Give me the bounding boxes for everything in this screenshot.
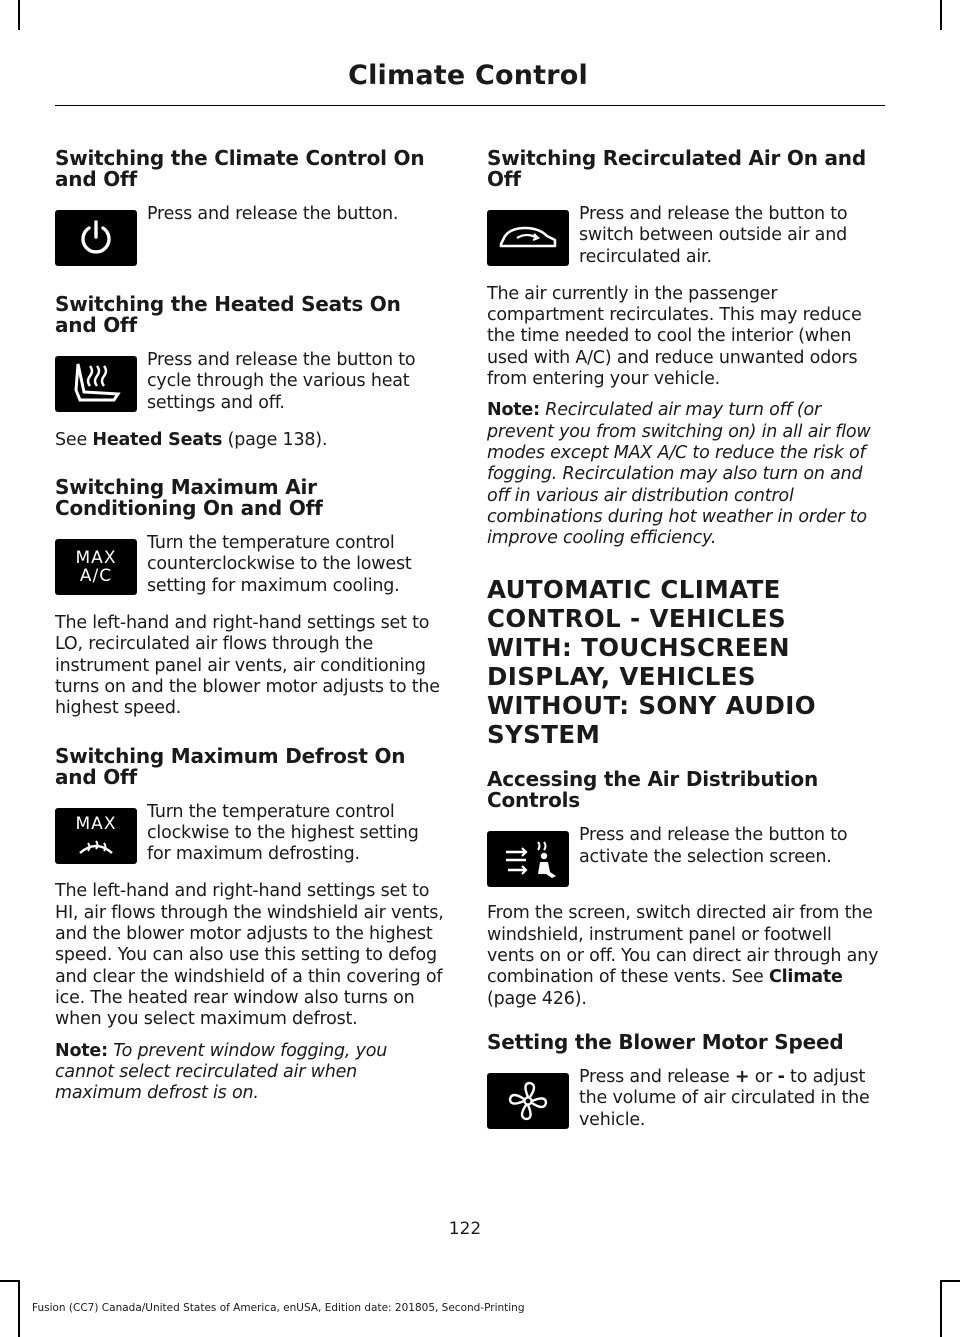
crop-mark (18, 1280, 20, 1337)
crop-mark (18, 0, 20, 30)
para-text: From the screen, switch directed air from the windshield, instrument panel or footwell vents on or off. You can direct air through any combination of these vents. See (487, 903, 879, 988)
note-text: Recirculated air may turn off (or prevent you from switching on) in all air flow modes except MAX A/C to reduce the risk of fogging. Recirculation may also turn on and off in various air distribution control combinations during hot weather in order to improve cooling efficiency. (487, 400, 871, 549)
icon-row (55, 533, 447, 597)
xref-suffix: (page 138). (222, 429, 328, 450)
section-heading: Switching Maximum Defrost On and Off (55, 743, 406, 789)
instruction-text: Turn the temperature control counterclockwise to the lowest setting for maximum cooling. (147, 533, 412, 596)
fan-icon (487, 1073, 569, 1129)
body-paragraph: The air currently in the passenger compartment recirculates. This may reduce the time needed to cool the interior (when used with A/C) and reduce unwanted odors from entering your vehicle. (487, 283, 862, 390)
minus-symbol: - (777, 1066, 785, 1087)
max-ac-icon (55, 539, 137, 595)
instruction-text: Press and release the button to activate the selection screen. (579, 825, 848, 867)
note-text: To prevent window fogging, you cannot select recirculated air when maximum defrost is on. (55, 1040, 388, 1104)
xref-prefix: See (55, 429, 93, 450)
section-heading: Switching the Heated Seats On and Off (55, 292, 401, 337)
note-label: Note: (55, 1040, 108, 1061)
section-heading: Switching Recirculated Air On and Off (487, 146, 866, 191)
instruction-text: Press and release the button to cycle through the various heat settings and off. (147, 350, 416, 413)
icon-row (55, 204, 447, 266)
crop-mark (940, 1280, 942, 1337)
page-number: 122 (448, 1219, 482, 1239)
section-heading: Switching Maximum Air Conditioning On and Off (55, 475, 323, 521)
chapter-heading: AUTOMATIC CLIMATE CONTROL - VEHICLES WITH: TOUCHSCREEN DISPLAY, VEHICLES WITHOUT: SONY AUDIO SYSTEM (487, 575, 817, 750)
crop-mark (940, 0, 942, 30)
right-column (487, 148, 879, 1147)
text-part: to adjust the volume of air circulated in the vehicle. (579, 1066, 870, 1130)
icon-row (487, 204, 879, 268)
plus-symbol: + (734, 1066, 750, 1087)
note-label: Note: (487, 400, 540, 421)
crop-mark (940, 1280, 960, 1282)
max-defrost-icon (55, 808, 137, 864)
body-paragraph (487, 903, 879, 1009)
section-heading: Switching the Climate Control On and Off (55, 146, 425, 191)
body-paragraph: The left-hand and right-hand settings set to LO, recirculated air flows through the instrument panel air vents, air conditioning turns on and the blower motor adjusts to the highest speed. (55, 613, 440, 719)
section-heading: Setting the Blower Motor Speed (487, 1029, 844, 1054)
icon-row (55, 802, 447, 866)
instruction-text: Press and release the button. (147, 204, 399, 224)
instruction-text: Turn the temperature control clockwise to the highest setting for maximum defrosting. (147, 801, 419, 865)
left-column (55, 148, 447, 1114)
recirculation-icon (487, 210, 569, 266)
icon-label: A/C (79, 566, 113, 587)
power-icon (55, 210, 137, 266)
icon-label: MAX (75, 813, 117, 834)
icon-label: MAX (75, 548, 117, 569)
air-distribution-icon (487, 831, 569, 887)
page-title: Climate Control (348, 60, 588, 91)
section-heading: Accessing the Air Distribution Controls (487, 767, 819, 813)
xref-link[interactable]: Heated Seats (92, 429, 223, 450)
header-rule (55, 105, 885, 106)
instruction-text (579, 1067, 879, 1131)
heated-seat-icon (55, 356, 137, 412)
instruction-text: Press and release the button to switch between outside air and recirculated air. (579, 204, 848, 267)
note (487, 400, 879, 549)
crop-mark (0, 1280, 20, 1282)
xref-suffix: (page 426). (487, 988, 587, 1009)
text-part: Press and release (579, 1066, 735, 1087)
icon-row (55, 350, 447, 414)
edition-footer: Fusion (CC7) Canada/United States of America, enUSA, Edition date: 201805, Second-Printing (32, 1302, 525, 1314)
icon-row (487, 1067, 879, 1131)
text-part: or (749, 1066, 778, 1087)
cross-reference (55, 430, 447, 451)
xref-link[interactable]: Climate (768, 967, 843, 988)
note (55, 1041, 447, 1105)
icon-row (487, 825, 879, 887)
body-paragraph: The left-hand and right-hand settings set to HI, air flows through the windshield air vents, and the blower motor adjusts to the highest speed. You can also use this setting to defog and clear the windshield of a thin covering of ice. The heated rear window also turns on when you select maximum defrost. (55, 881, 444, 1030)
